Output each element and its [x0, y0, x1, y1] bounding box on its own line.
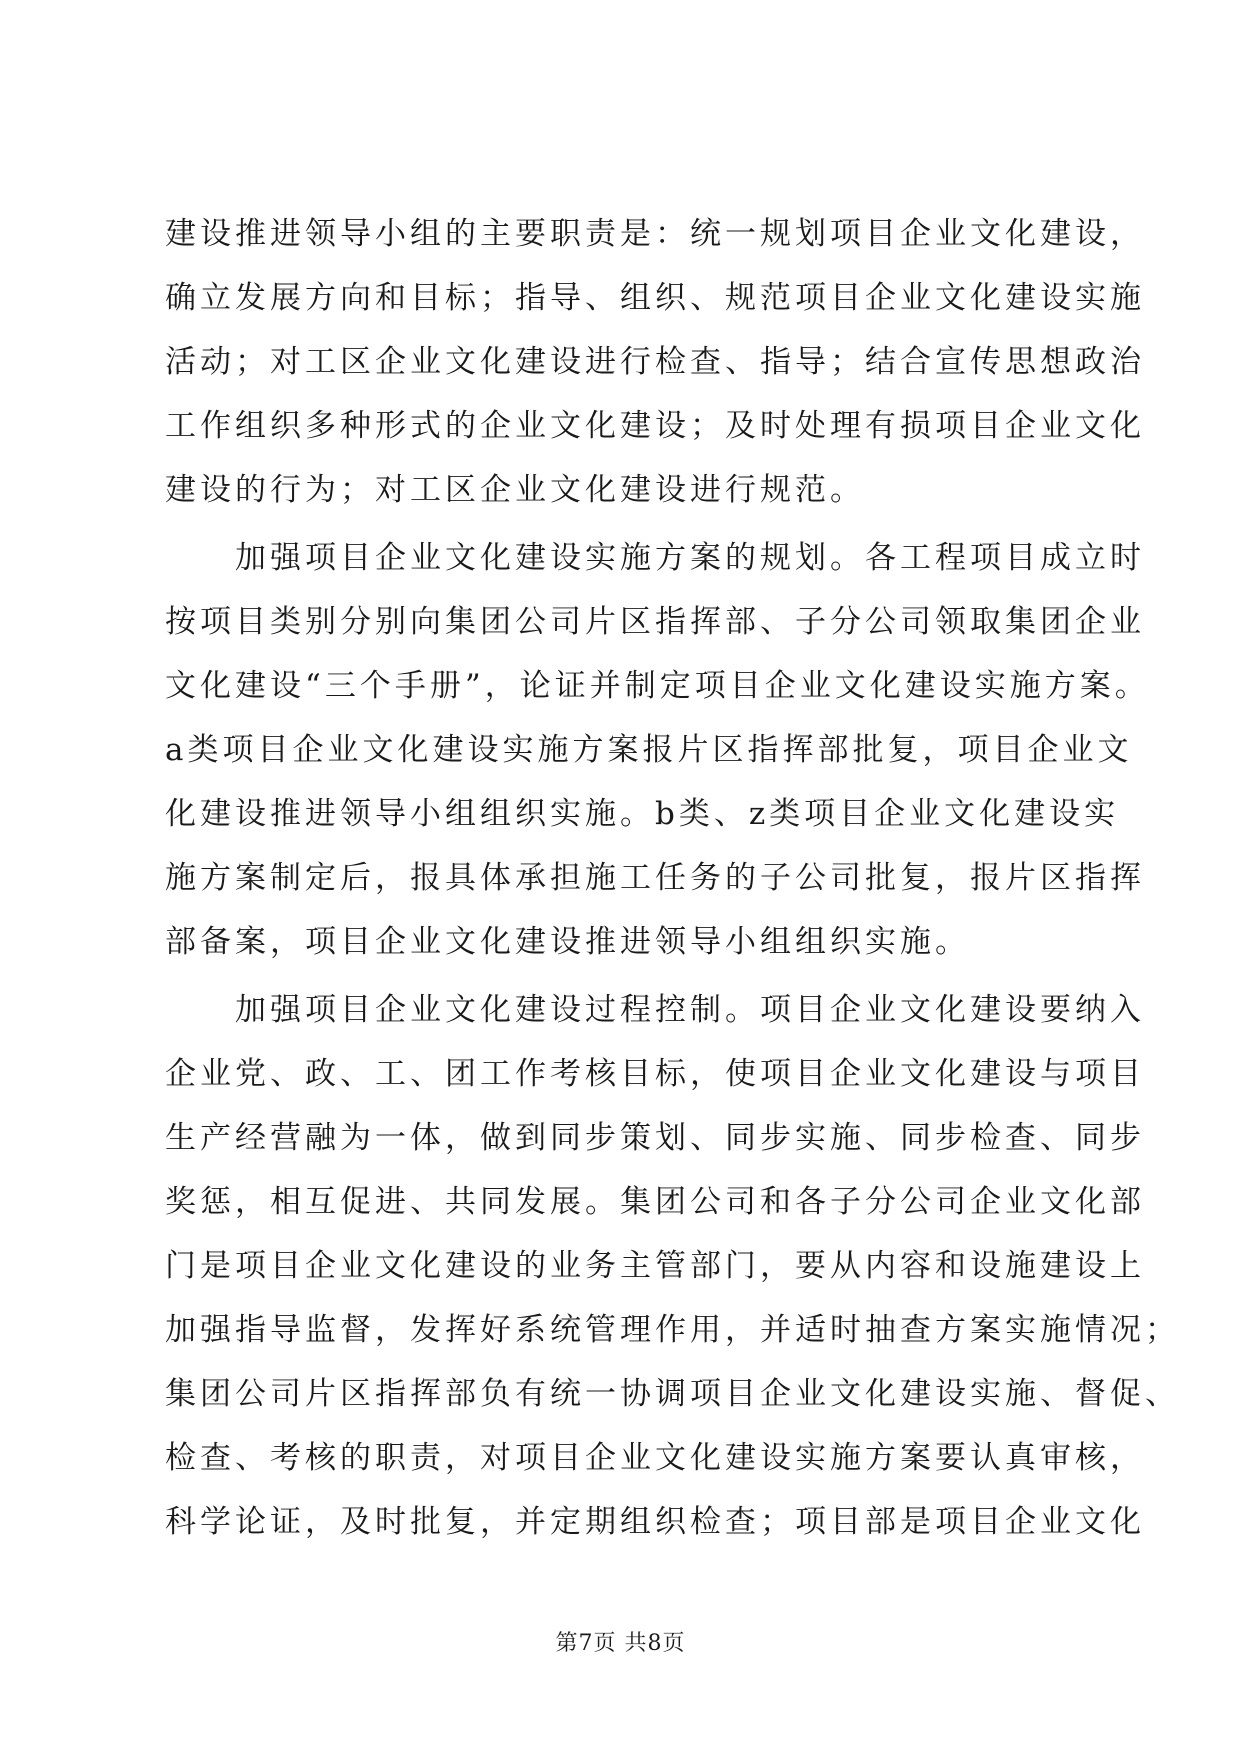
text-line: 施方案制定后，报具体承担施工任务的子公司批复，报片区指挥: [165, 860, 1145, 896]
text-line: 科学论证，及时批复，并定期组织检查；项目部是项目企业文化: [165, 1504, 1145, 1540]
text-line: 检查、考核的职责，对项目企业文化建设实施方案要认真审核，: [165, 1440, 1145, 1476]
text-line: 集团公司片区指挥部负有统一协调项目企业文化建设实施、督促、: [165, 1376, 1180, 1412]
text-line: a类项目企业文化建设实施方案报片区指挥部批复，项目企业文: [165, 732, 1133, 768]
text-line: 文化建设“三个手册”，论证并制定项目企业文化建设实施方案。: [165, 668, 1150, 704]
text-line: 化建设推进领导小组组织实施。b类、z类项目企业文化建设实: [165, 796, 1120, 832]
text-line: 门是项目企业文化建设的业务主管部门，要从内容和设施建设上: [165, 1248, 1145, 1284]
text-line: 建设推进领导小组的主要职责是：统一规划项目企业文化建设，: [165, 216, 1145, 252]
text-line: 生产经营融为一体，做到同步策划、同步实施、同步检查、同步: [165, 1120, 1145, 1156]
text-line: 企业党、政、工、团工作考核目标，使项目企业文化建设与项目: [165, 1056, 1145, 1092]
text-line: 建设的行为；对工区企业文化建设进行规范。: [165, 472, 865, 508]
text-line: 加强项目企业文化建设过程控制。项目企业文化建设要纳入: [165, 992, 1145, 1028]
text-line: 加强项目企业文化建设实施方案的规划。各工程项目成立时: [165, 540, 1145, 576]
text-line: 确立发展方向和目标；指导、组织、规范项目企业文化建设实施: [165, 280, 1145, 316]
text-line: 奖惩，相互促进、共同发展。集团公司和各子分公司企业文化部: [165, 1184, 1145, 1220]
body-text: [165, 202, 1180, 1554]
text-line: 加强指导监督，发挥好系统管理作用，并适时抽查方案实施情况；: [165, 1312, 1180, 1348]
text-line: 部备案，项目企业文化建设推进领导小组组织实施。: [165, 924, 970, 960]
text-line: 活动；对工区企业文化建设进行检查、指导；结合宣传思想政治: [165, 344, 1145, 380]
text-line: 工作组织多种形式的企业文化建设；及时处理有损项目企业文化: [165, 408, 1145, 444]
page-footer: [0, 1626, 1241, 1657]
text-line: 按项目类别分别向集团公司片区指挥部、子分公司领取集团企业: [165, 604, 1145, 640]
page-number: 第7页 共8页: [555, 1631, 686, 1656]
